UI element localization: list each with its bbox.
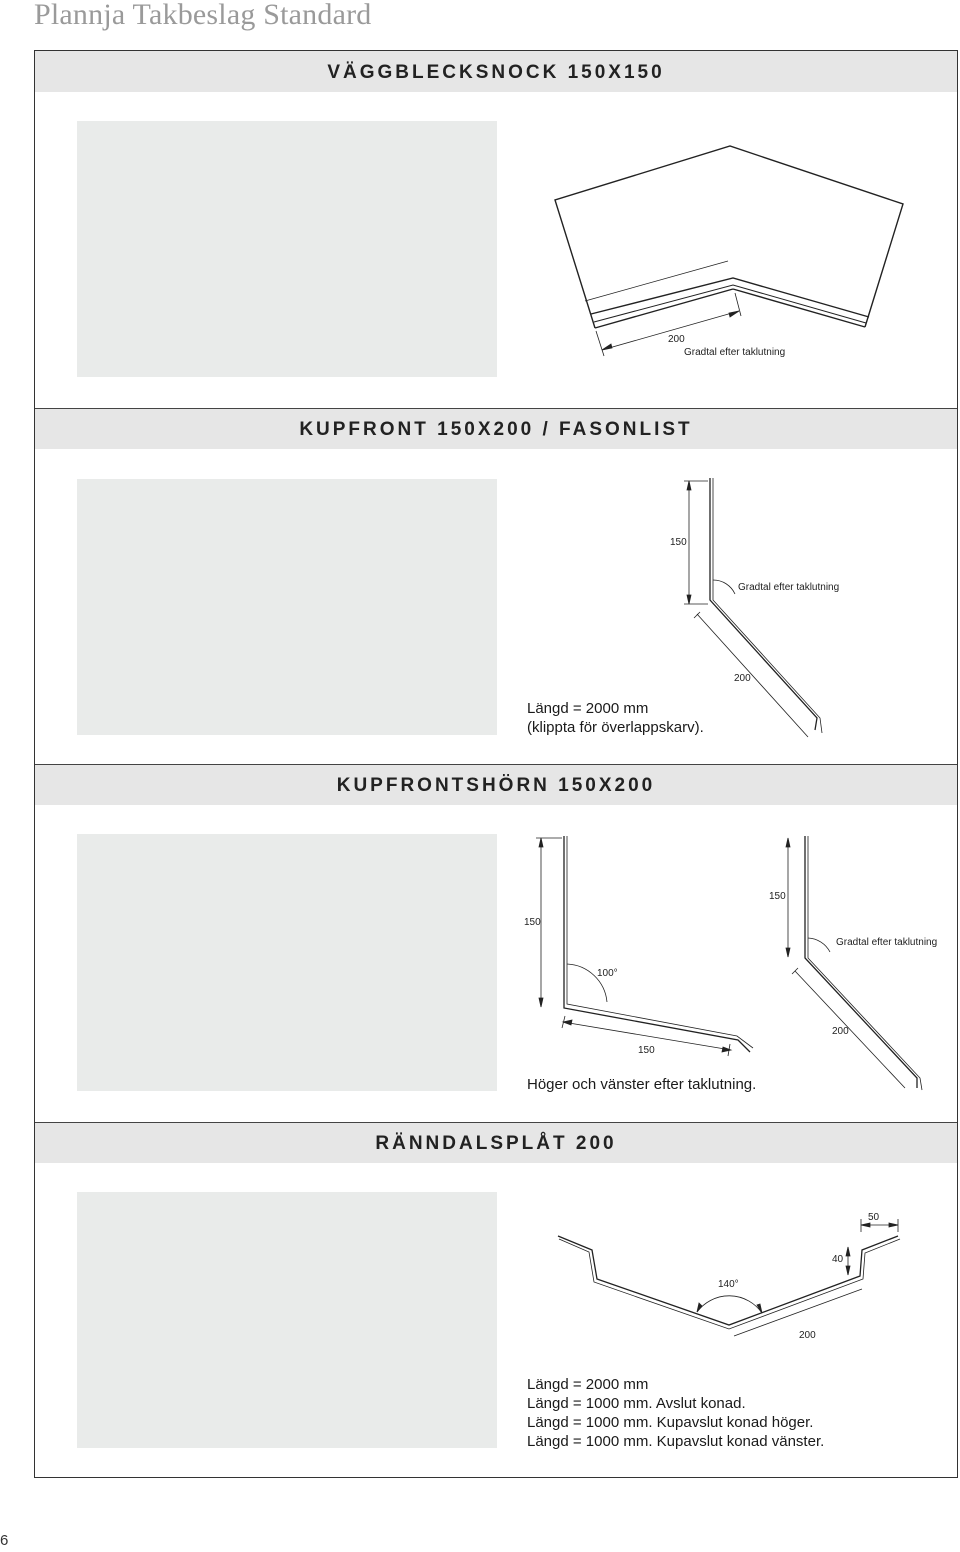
dim-note: Gradtal efter taklutning — [738, 582, 840, 593]
product-photo-ranndalsplat — [77, 1192, 497, 1448]
dim-note: Gradtal efter taklutning — [684, 347, 786, 358]
dim-angle: 140° — [718, 1279, 739, 1290]
drawing-ranndalsplat — [500, 1205, 955, 1355]
page-number: 6 — [0, 1532, 9, 1549]
drawing-vaggblecksnock — [500, 130, 955, 380]
drawing-kupfrontshorn — [500, 830, 955, 1095]
dim-left-base: 150 — [638, 1045, 655, 1056]
section-heading-kupfrontshorn: KUPFRONTSHÖRN 150X200 — [35, 765, 957, 805]
product-photo-vaggblecksnock — [77, 121, 497, 377]
dim-right-vertical: 150 — [769, 891, 786, 902]
dim-slope: 200 — [734, 673, 751, 684]
section-heading-kupfront: KUPFRONT 150X200 / FASONLIST — [35, 409, 957, 449]
note-line: Längd = 2000 mm — [527, 1376, 649, 1393]
dim-left-angle: 100° — [597, 968, 618, 979]
section-notes-ranndalsplat — [527, 1375, 824, 1451]
note-line: Höger och vänster efter taklutning. — [527, 1076, 757, 1093]
dim-vertical: 150 — [670, 537, 687, 548]
dim-side: 200 — [799, 1330, 816, 1341]
section-heading-ranndalsplat: RÄNNDALSPLÅT 200 — [35, 1123, 957, 1163]
note-line: Längd = 1000 mm. Kupavslut konad höger. — [527, 1414, 814, 1431]
section-notes-kupfront — [527, 699, 704, 737]
dim-top-width: 50 — [868, 1212, 880, 1223]
product-photo-kupfront — [77, 479, 497, 735]
note-line: (klippta för överlappskarv). — [527, 719, 704, 736]
section-notes-kupfrontshorn — [527, 1075, 756, 1094]
product-photo-kupfrontshorn — [77, 834, 497, 1091]
dim-left-vertical: 150 — [524, 917, 541, 928]
dim-step: 40 — [832, 1254, 844, 1265]
page-title: Plannja Takbeslag Standard — [34, 0, 372, 31]
dim-length: 200 — [668, 334, 685, 345]
note-line: Längd = 2000 mm — [527, 700, 649, 717]
dim-right-slope: 200 — [832, 1026, 849, 1037]
note-line: Längd = 1000 mm. Kupavslut konad vänster. — [527, 1433, 825, 1450]
note-line: Längd = 1000 mm. Avslut konad. — [527, 1395, 746, 1412]
section-heading-vaggblecksnock: VÄGGBLECKSNOCK 150X150 — [35, 51, 957, 92]
dim-right-note: Gradtal efter taklutning — [836, 937, 938, 948]
